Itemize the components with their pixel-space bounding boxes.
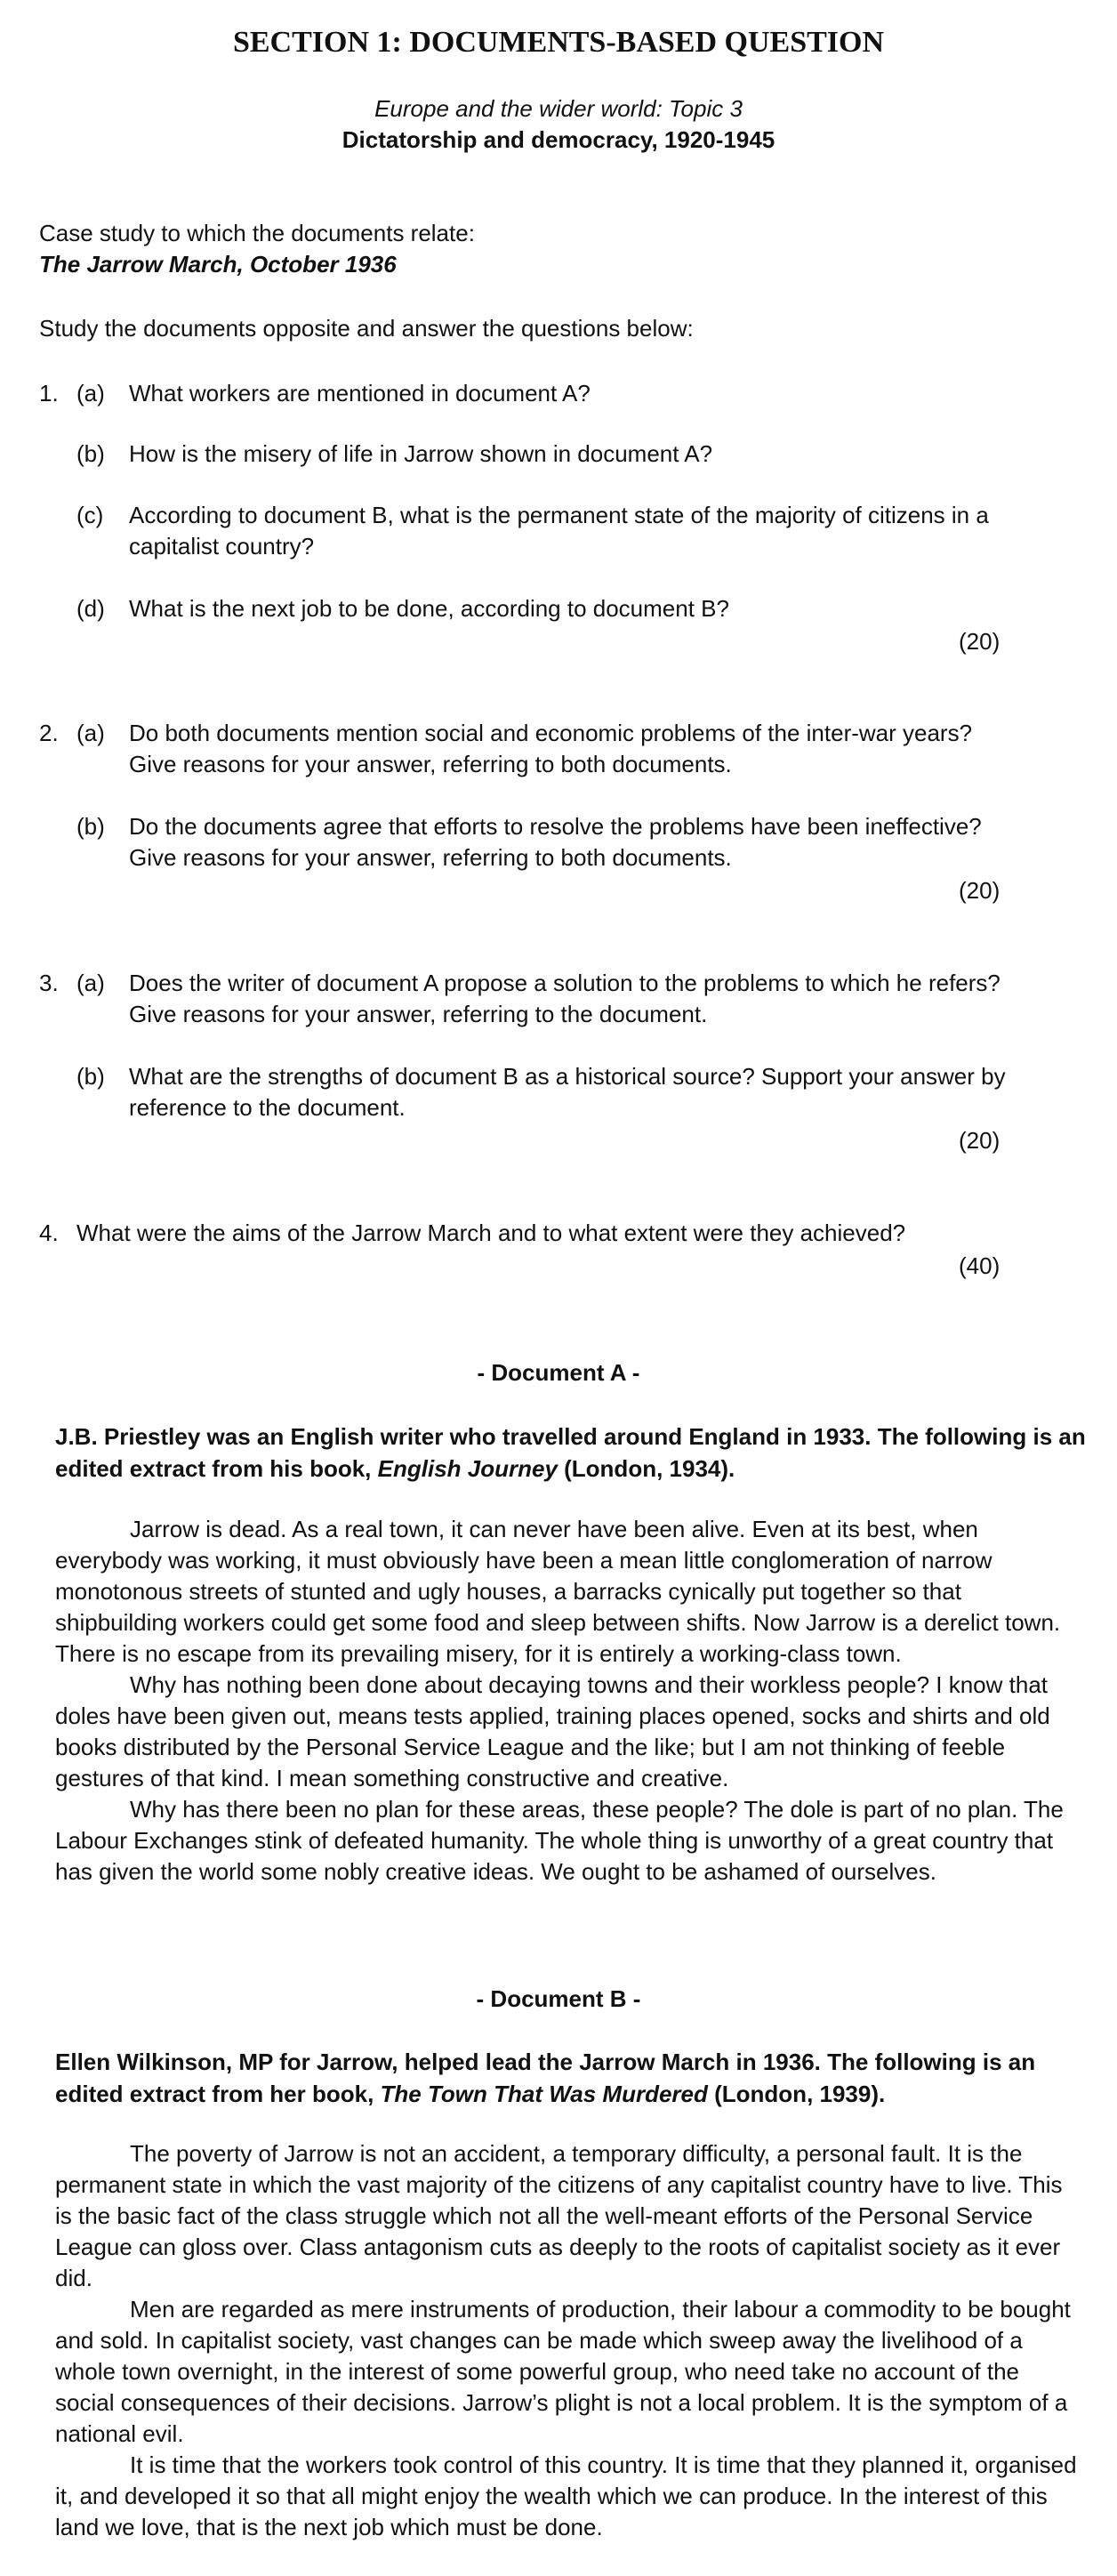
question-text: Do both documents mention social and economic problems of the inter-war years? <box>129 720 973 746</box>
part-label: (a) <box>76 720 105 746</box>
question-number: 2. <box>39 720 59 746</box>
question-text: Give reasons for your answer, referring to the document. <box>129 1001 708 1027</box>
question-text: What are the strengths of document B as a historical source? Support your answer by <box>129 1063 1006 1090</box>
part-label: (a) <box>76 970 105 996</box>
paragraph: Men are regarded as mere instruments of production, their labour a commodity to be bought and sold. In capitalist society, vast changes can be made which sweep away the livelihood of a whole town overnight, in the interest of some powerful group, who need take no account of the social consequences of their decisions. Jarrow’s plight is not a local problem. It is the symptom of a national evil. <box>55 2296 1071 2447</box>
part-label: (c) <box>76 502 104 528</box>
source-text: (London, 1939). <box>707 2081 886 2107</box>
source-text: Ellen Wilkinson, MP for Jarrow, helped lead the Jarrow March in 1936. The following is an edited extract from her book, <box>55 2049 1036 2107</box>
question-text: reference to the document. <box>129 1094 406 1121</box>
part-label: (b) <box>76 440 105 467</box>
question-number: 3. <box>39 970 59 996</box>
instructions: Study the documents opposite and answer the questions below: <box>39 315 694 342</box>
paragraph: It is time that the workers took control of this country. It is time that they planned it, organised it, and developed it so that all might enjoy the wealth which we can produce. In the interest of this land we love, that is the next job which must be done. <box>55 2451 1077 2540</box>
question-text: What were the aims of the Jarrow March and to what extent were they achieved? <box>76 1220 906 1246</box>
case-study-intro: Case study to which the documents relate: <box>39 220 475 246</box>
source-text: J.B. Priestley was an English writer who travelled around England in 1933. The following is an edited extract from his book, <box>55 1423 1086 1482</box>
question-text: Give reasons for your answer, referring to both documents. <box>129 844 732 871</box>
source-text: (London, 1934). <box>557 1455 735 1482</box>
part-label: (d) <box>76 595 105 622</box>
document-source <box>55 2046 1087 2110</box>
case-study-name: The Jarrow March, October 1936 <box>39 251 397 278</box>
part-label: (b) <box>76 1063 105 1090</box>
section-title: SECTION 1: DOCUMENTS-BASED QUESTION <box>232 26 885 59</box>
part-label: (a) <box>76 380 105 407</box>
question-number: 4. <box>39 1220 59 1246</box>
question-text: Give reasons for your answer, referring to both documents. <box>129 751 732 777</box>
document-heading: - Document A - <box>477 1359 640 1386</box>
topic-line: Europe and the wider world: Topic 3 <box>374 95 743 122</box>
part-label: (b) <box>76 813 105 840</box>
document-text <box>55 1514 1083 1888</box>
marks-label: (40) <box>959 1252 1000 1279</box>
question-text: Does the writer of document A propose a solution to the problems to which he refers? <box>129 970 1000 996</box>
marks-label: (20) <box>959 877 1000 904</box>
question-text: How is the misery of life in Jarrow shown in document A? <box>129 440 713 467</box>
paragraph: Why has there been no plan for these areas, these people? The dole is part of no plan. The Labour Exchanges stink of defeated humanity. The whole thing is unworthy of a great country that has given the world some nobly creative ideas. We ought to be ashamed of ourselves. <box>55 1796 1064 1885</box>
document-text <box>55 2138 1083 2543</box>
paragraph: Jarrow is dead. As a real town, it can never have been alive. Even at its best, when everybody was working, it must obviously have been a mean little conglomeration of narrow monotonous streets of stunted and ugly houses, a barracks cynically put together so that shipbuilding workers could get some food and sleep between shifts. Now Jarrow is a derelict town. There is no escape from its prevailing misery, for it is entirely a working-class town. <box>55 1516 1061 1667</box>
marks-label: (20) <box>959 1127 1000 1154</box>
book-title: English Journey <box>377 1455 558 1482</box>
question-text: According to document B, what is the permanent state of the majority of citizens in a <box>129 502 989 528</box>
document-heading: - Document B - <box>476 1985 641 2012</box>
topic-subtitle: Dictatorship and democracy, 1920-1945 <box>342 126 775 153</box>
marks-label: (20) <box>959 628 1000 655</box>
book-title: The Town That Was Murdered <box>380 2081 708 2107</box>
question-text: Do the documents agree that efforts to resolve the problems have been ineffective? <box>129 813 982 840</box>
question-number: 1. <box>39 380 59 407</box>
question-text: What workers are mentioned in document A? <box>129 380 591 407</box>
paragraph: Why has nothing been done about decaying towns and their workless people? I know that doles have been given out, means tests applied, training places opened, socks and shirts and old books distributed by the Personal Service League and the like; but I am not thinking of feeble gestures of that kind. I mean something constructive and creative. <box>55 1671 1050 1791</box>
question-text: capitalist country? <box>129 533 315 559</box>
question-text: What is the next job to be done, according to document B? <box>129 595 729 622</box>
paragraph: The poverty of Jarrow is not an accident, a temporary difficulty, a personal fault. It is the permanent state in which the vast majority of the citizens of any capitalist country have to live. This is the basic fact of the class struggle which not all the well-meant efforts of the Personal Service League can gloss over. Class antagonism cuts as deeply to the roots of capitalist society as it ever did. <box>55 2140 1063 2291</box>
document-source <box>55 1421 1087 1485</box>
